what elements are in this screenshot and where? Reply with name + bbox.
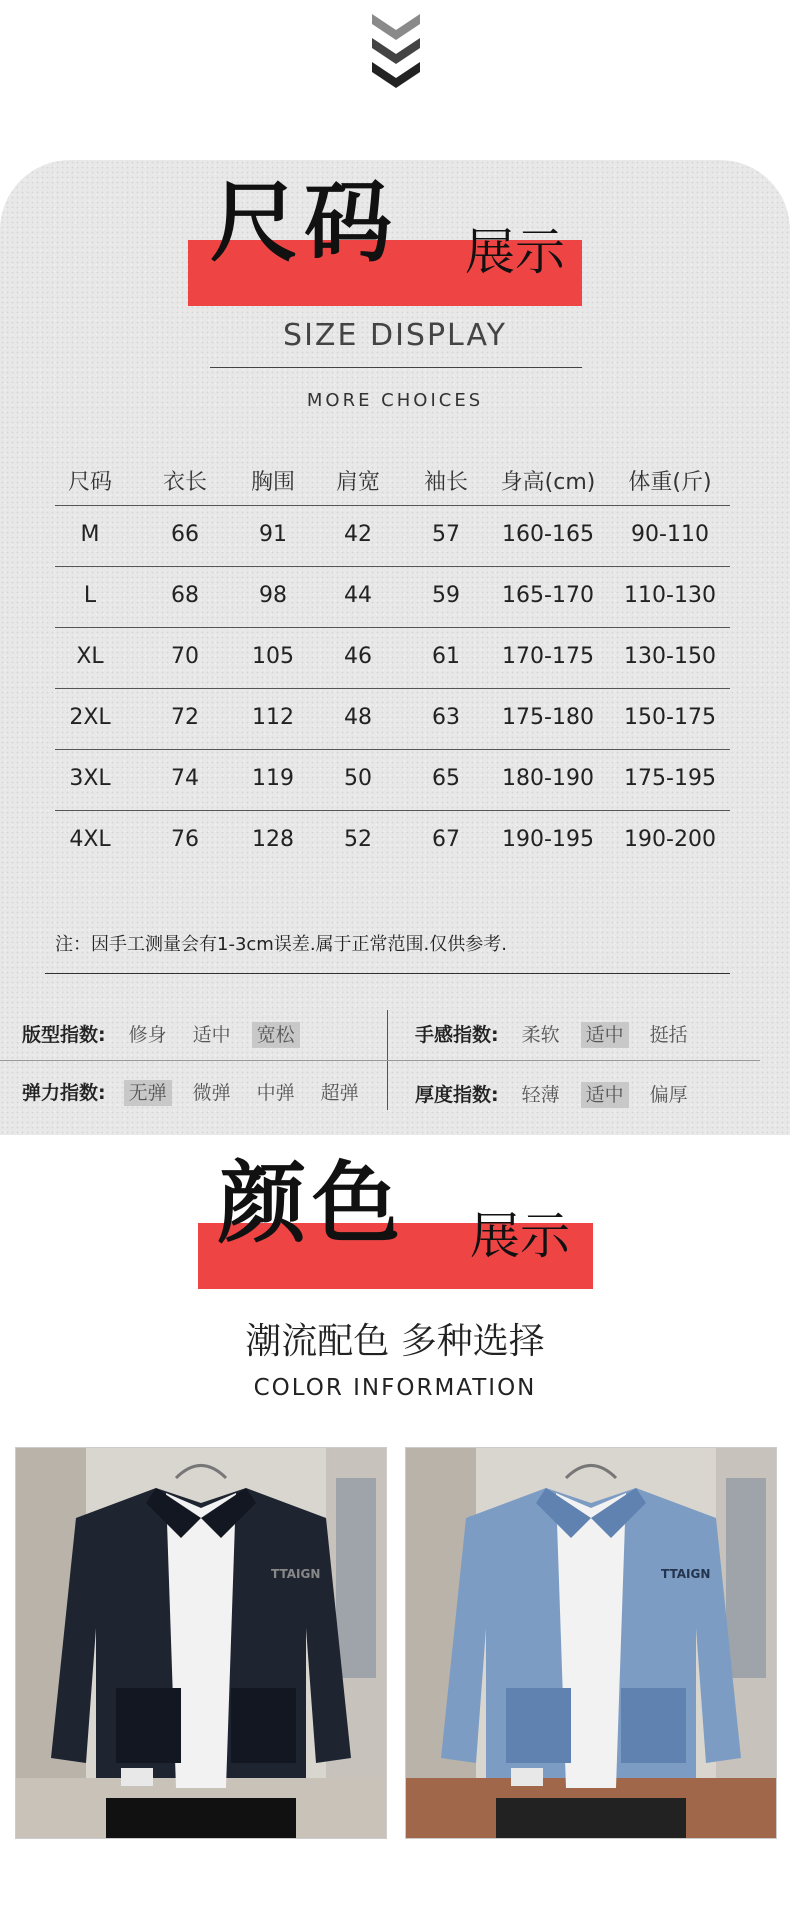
cell-size: XL xyxy=(76,644,104,669)
cell-sleeve: 59 xyxy=(432,583,460,608)
index-option: 修身 xyxy=(128,1024,167,1046)
color-subtitle: COLOR INFORMATION xyxy=(253,1375,537,1401)
cell-size: 3XL xyxy=(69,766,111,791)
product-photo-light[interactable] xyxy=(405,1447,777,1839)
svg-text:TTAIGN: TTAIGN xyxy=(661,1567,711,1581)
cell-shoulder: 46 xyxy=(344,644,372,669)
cell-weight: 130-150 xyxy=(624,644,716,669)
thickness-index xyxy=(415,1080,709,1107)
cell-weight: 175-195 xyxy=(624,766,716,791)
cell-chest: 98 xyxy=(259,583,287,608)
color-headline: 潮流配色 多种选择 xyxy=(245,1321,545,1362)
cell-weight: 150-175 xyxy=(624,705,716,730)
size-table-header xyxy=(55,455,730,505)
index-option: 挺括 xyxy=(649,1024,688,1046)
cell-shoulder: 42 xyxy=(344,522,372,547)
fit-index xyxy=(22,1020,316,1047)
cell-length: 76 xyxy=(171,827,199,852)
cell-sleeve: 67 xyxy=(432,827,460,852)
index-option-selected: 无弹 xyxy=(124,1080,172,1106)
size-title-brush: 尺码 xyxy=(210,170,399,274)
index-option: 偏厚 xyxy=(649,1084,688,1106)
index-label: 手感指数: xyxy=(415,1024,499,1046)
cell-shoulder: 44 xyxy=(344,583,372,608)
stretch-index xyxy=(22,1078,380,1105)
index-label: 厚度指数: xyxy=(415,1084,499,1106)
cell-chest: 91 xyxy=(259,522,287,547)
cell-sleeve: 65 xyxy=(432,766,460,791)
table-row xyxy=(55,566,730,627)
size-title-small: 展示 xyxy=(465,223,565,281)
table-row xyxy=(55,505,730,566)
table-row xyxy=(55,810,730,871)
index-label: 版型指数: xyxy=(22,1024,106,1046)
feel-index xyxy=(415,1020,709,1047)
index-option: 柔软 xyxy=(521,1024,560,1046)
index-option: 中弹 xyxy=(256,1082,295,1104)
header-shoulder: 肩宽 xyxy=(335,470,380,495)
cell-size: M xyxy=(80,522,100,547)
header-weight: 体重(斤) xyxy=(628,470,712,495)
index-option-selected: 适中 xyxy=(581,1082,629,1108)
index-option: 适中 xyxy=(192,1024,231,1046)
index-horizontal-divider xyxy=(0,1060,760,1061)
cell-size: L xyxy=(83,583,97,608)
color-title-brush: 颜色 xyxy=(218,1151,407,1255)
table-row xyxy=(55,749,730,810)
index-option-selected: 适中 xyxy=(581,1022,629,1048)
size-tagline: MORE CHOICES xyxy=(306,390,484,411)
dark-denim-jacket-image xyxy=(16,1448,386,1838)
cell-length: 70 xyxy=(171,644,199,669)
cell-shoulder: 50 xyxy=(344,766,372,791)
product-photo-dark[interactable] xyxy=(15,1447,387,1839)
cell-height: 170-175 xyxy=(502,644,594,669)
header-sleeve: 袖长 xyxy=(423,470,468,495)
cell-length: 66 xyxy=(171,522,199,547)
index-option: 轻薄 xyxy=(521,1084,560,1106)
index-option: 超弹 xyxy=(320,1082,359,1104)
cell-sleeve: 63 xyxy=(432,705,460,730)
index-label: 弹力指数: xyxy=(22,1082,106,1104)
cell-length: 68 xyxy=(171,583,199,608)
cell-length: 74 xyxy=(171,766,199,791)
size-table xyxy=(55,455,730,860)
cell-weight: 190-200 xyxy=(624,827,716,852)
cell-size: 2XL xyxy=(69,705,111,730)
cell-weight: 110-130 xyxy=(624,583,716,608)
cell-height: 175-180 xyxy=(502,705,594,730)
note-divider xyxy=(45,973,730,974)
cell-shoulder: 52 xyxy=(344,827,372,852)
cell-length: 72 xyxy=(171,705,199,730)
cell-height: 160-165 xyxy=(502,522,594,547)
table-row xyxy=(55,627,730,688)
header-height: 身高(cm) xyxy=(500,470,596,495)
svg-text:TTAIGN: TTAIGN xyxy=(271,1567,321,1581)
triple-chevron-down-icon xyxy=(370,14,422,94)
cell-chest: 112 xyxy=(252,705,294,730)
cell-shoulder: 48 xyxy=(344,705,372,730)
header-length: 衣长 xyxy=(162,470,207,495)
cell-weight: 90-110 xyxy=(631,522,709,547)
cell-height: 165-170 xyxy=(502,583,594,608)
header-size: 尺码 xyxy=(67,470,112,495)
cell-sleeve: 61 xyxy=(432,644,460,669)
cell-height: 190-195 xyxy=(502,827,594,852)
cell-sleeve: 57 xyxy=(432,522,460,547)
size-subtitle: SIZE DISPLAY xyxy=(283,318,507,353)
header-chest: 胸围 xyxy=(250,470,295,495)
cell-chest: 128 xyxy=(252,827,294,852)
measurement-note: 注：因手工测量会有1-3cm误差.属于正常范围.仅供参考. xyxy=(55,934,507,955)
color-title-small: 展示 xyxy=(470,1207,570,1265)
cell-chest: 119 xyxy=(252,766,294,791)
light-denim-jacket-image xyxy=(406,1448,776,1838)
cell-chest: 105 xyxy=(252,644,294,669)
table-row xyxy=(55,688,730,749)
index-option: 微弹 xyxy=(192,1082,231,1104)
index-option-selected: 宽松 xyxy=(252,1022,300,1048)
cell-height: 180-190 xyxy=(502,766,594,791)
cell-size: 4XL xyxy=(69,827,111,852)
subtitle-divider xyxy=(210,367,582,368)
